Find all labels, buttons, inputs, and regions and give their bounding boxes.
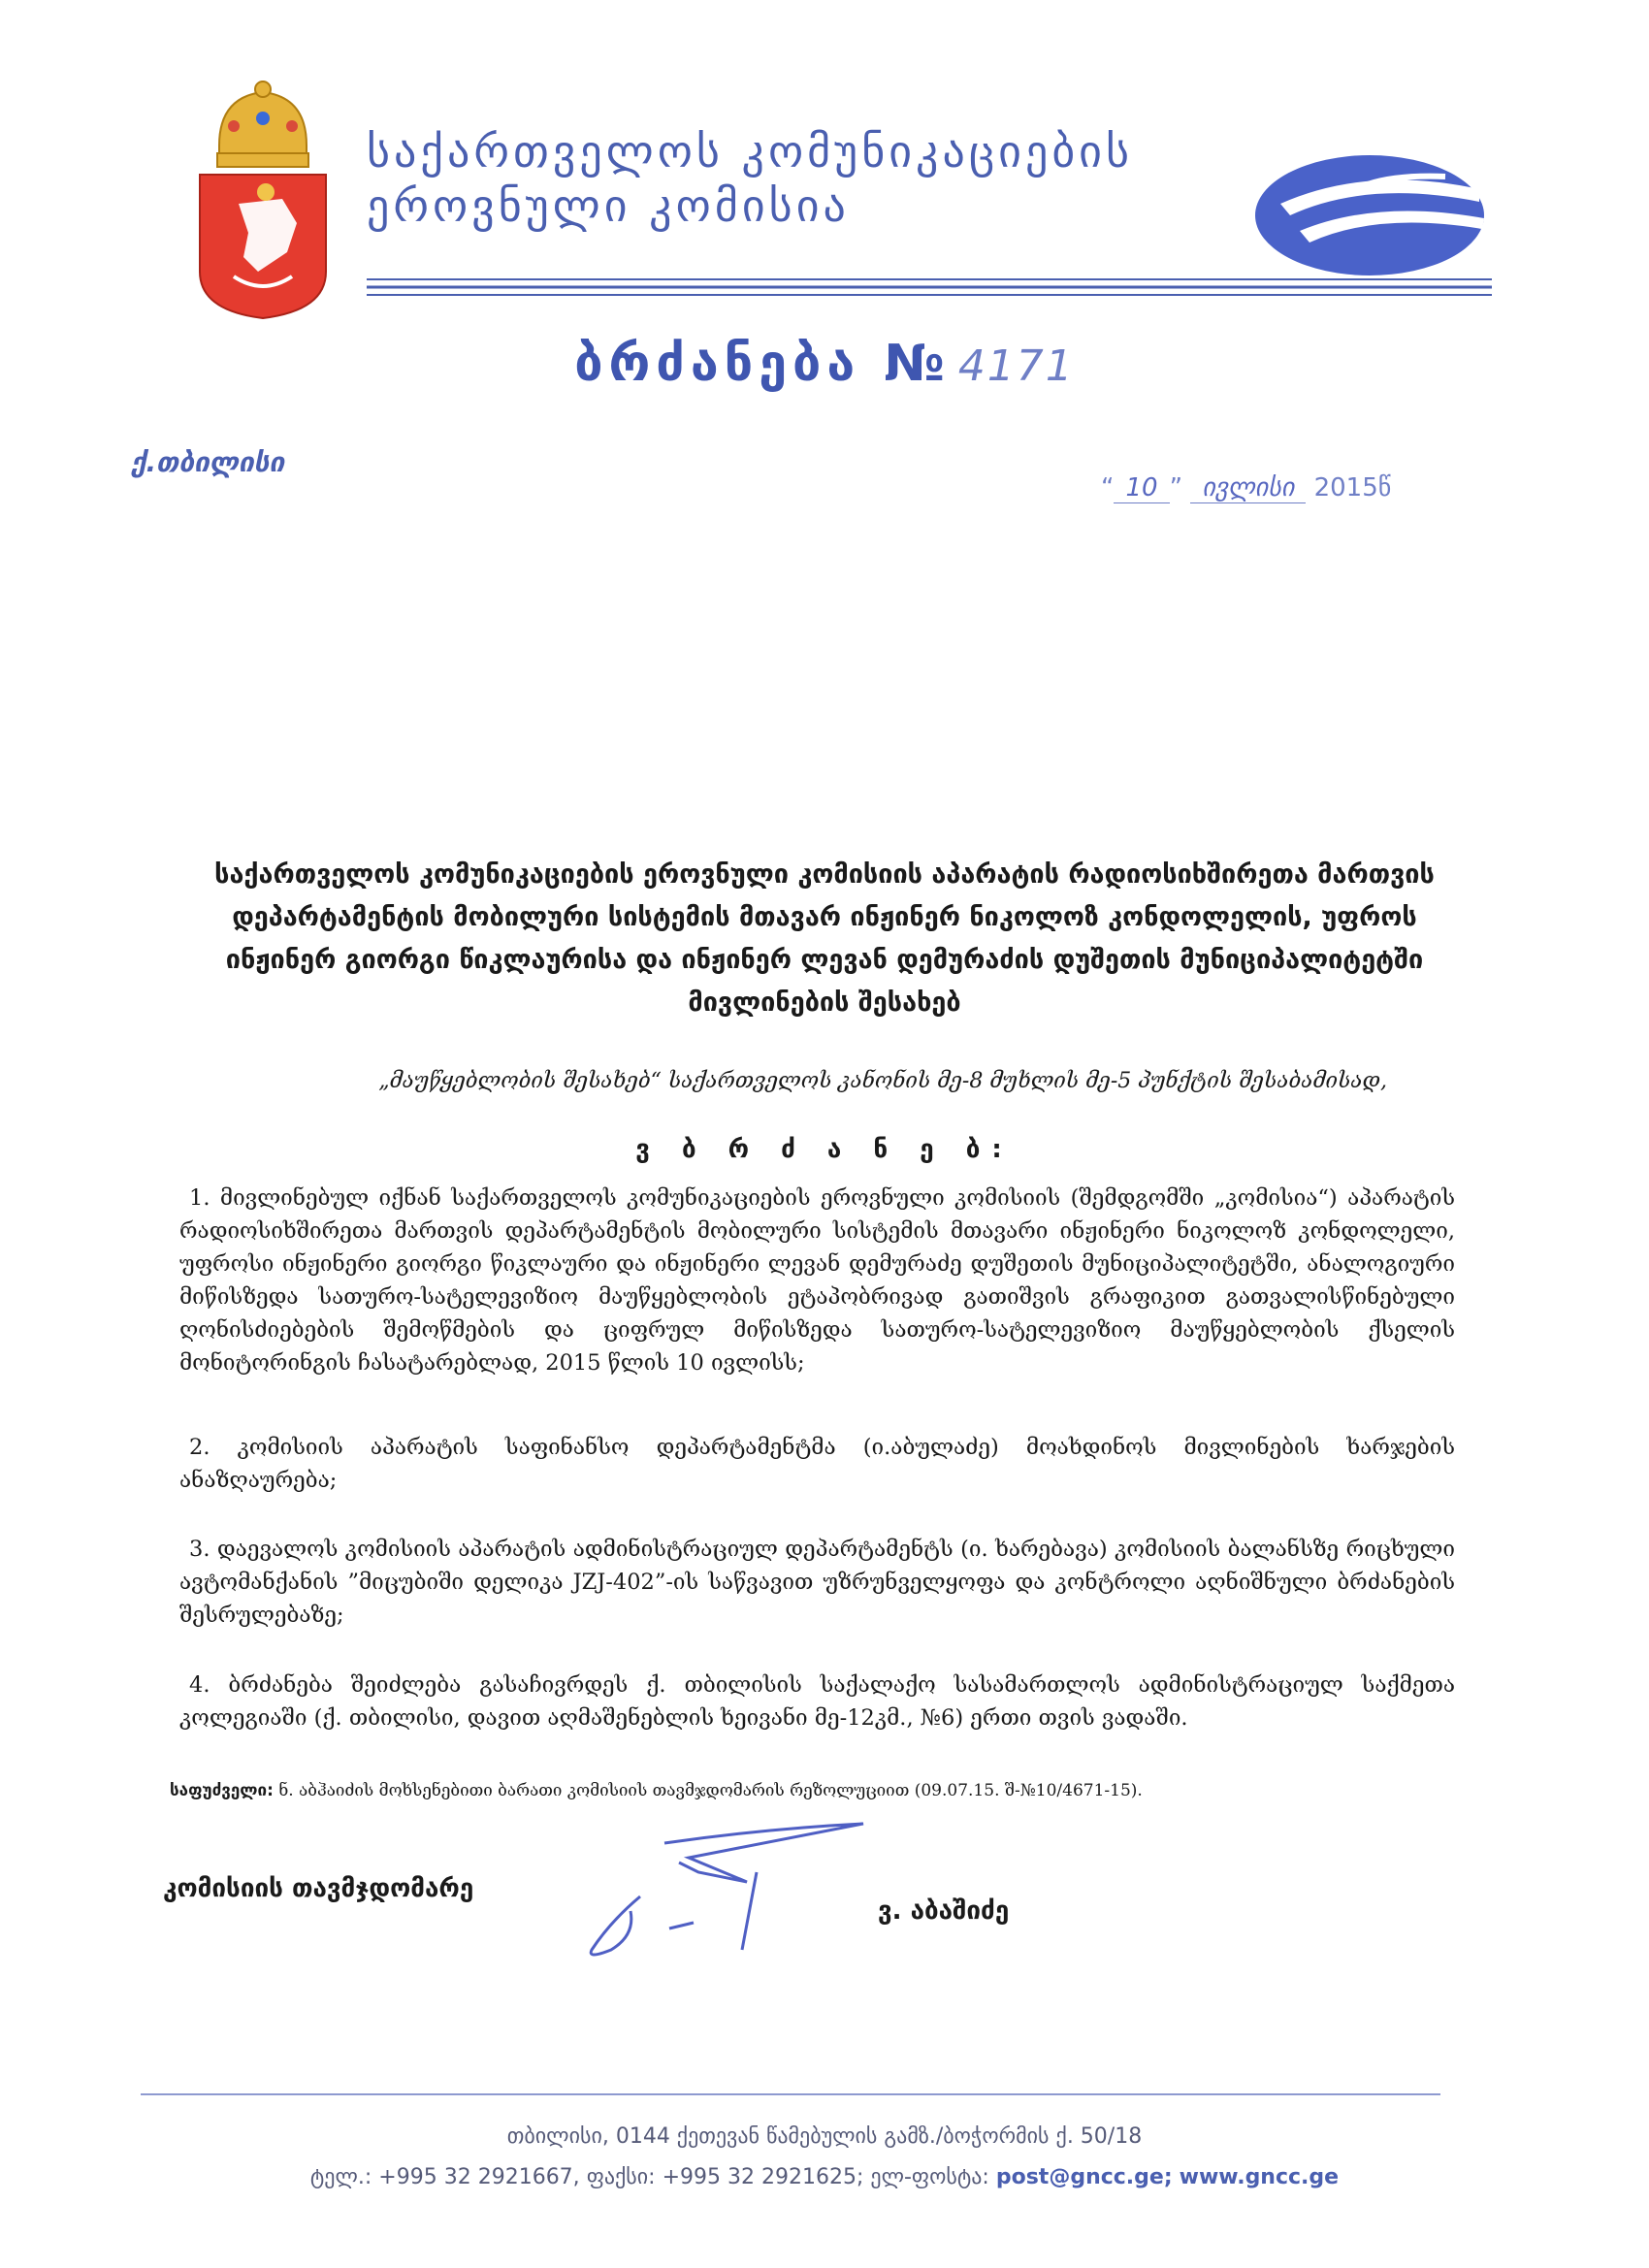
footer-fax: +995 32 2921625; — [662, 2165, 864, 2189]
order-date — [1101, 473, 1391, 503]
signatory-title: კომისიის თავმჯდომარე — [163, 1874, 474, 1903]
date-month: ივლისი — [1190, 473, 1306, 503]
footnote — [170, 1781, 1431, 1800]
date-day: 10 — [1114, 473, 1169, 503]
footnote-text: ნ. აბჰაიძის მოხსენებითი ბარათი კომისიის თავმჯდომარის რეზოლუციით (09.07.15. შ-№10/4671-15). — [278, 1781, 1143, 1800]
footer-phone-label: ტელ.: — [309, 2165, 372, 2189]
georgia-coat-of-arms-icon — [190, 78, 336, 320]
footer-email-link[interactable]: post@gncc.ge; — [995, 2165, 1173, 2189]
organization-name — [367, 124, 1220, 233]
signatory-name: ვ. აბაშიძე — [878, 1896, 1010, 1926]
date-year: 2015 — [1313, 473, 1378, 502]
date-suffix: წ — [1377, 473, 1392, 502]
footer-contacts — [0, 2165, 1649, 2189]
footer-fax-label: ფაქსი: — [586, 2165, 656, 2189]
order-item-2: 2. კომისიის აპარატის საფინანსო დეპარტამენტმა (ი.აბულაძე) მოახდინოს მივლინების ხარჯების ანაზღაურება; — [179, 1435, 1455, 1493]
order-item-4: 4. ბრძანება შეიძლება გასაჩივრდეს ქ. თბილისის საქალაქო სასამართლოს ადმინისტრაციულ საქმეთა კოლეგიაში (ქ. თბილისი, დავით აღმაშენებლის ხეივანი მე-12კმ., №6) ერთი თვის ვადაში. — [179, 1672, 1455, 1731]
footer-email-label: ელ-ფოსტა: — [870, 2165, 989, 2189]
header-divider — [367, 276, 1492, 298]
handwritten-signature — [572, 1804, 931, 1969]
footer-website-link[interactable]: www.gncc.ge — [1179, 2165, 1340, 2189]
footer-address: თბილისი, 0144 ქეთევან წამებულის გამზ./ბოჭორმის ქ. 50/18 — [506, 2124, 1143, 2149]
city-name: ქ.თბილისი — [131, 446, 285, 478]
footer-phone: +995 32 2921667, — [378, 2165, 580, 2189]
footnote-label: საფუძველი: — [170, 1781, 274, 1800]
organization-name-line1: საქართველოს კომუნიკაციების — [367, 125, 1133, 178]
orders-heading: ვ ბ რ ძ ა ნ ე ბ: — [635, 1135, 1014, 1164]
date-open-quote: “ — [1101, 473, 1115, 502]
organization-name-line2: ეროვნული კომისია — [367, 179, 850, 232]
footer-divider — [141, 2093, 1440, 2095]
order-item-3: 3. დაევალოს კომისიის აპარატის ადმინისტრაციულ დეპარტამენტს (ი. ხარებავა) კომისიის ბალანსზე რიცხული ავტომანქანის ”მიცუბიში დელიკა JZJ-402”-ის საწვავით უზრუნველყოფა და კონტროლი აღნიშნული ბრძანების შესრულებაზე; — [179, 1537, 1455, 1628]
legal-basis: „მაუწყებლობის შესახებ“ საქართველოს კანონის მე-8 მუხლის მე-5 პუნქტის შესაბამისად, — [378, 1069, 1387, 1093]
order-number: 4171 — [957, 341, 1075, 391]
order-item-1: 1. მივლინებულ იქნან საქართველოს კომუნიკაციების ეროვნული კომისიის (შემდგომში „კომისია“) აპარატის რადიოსიხშირეთა მართვის დეპარტამენტის მობილური სისტემის მთავარი ინჟინერი ნიკოლოზ კონდოლელი, უფროსი ინჟინერი გიორგი წიკლაური და ინჟინერი ლევან დემურაძე დუშეთის მუნიციპალიტეტში, ანალოგიური მიწისზედა სათურო-სატელევიზიო მაუწყებლობის ეტაპობრივად გათიშვის გრაფიკით გათვალისწინებული ღონისძიებების შემოწმების და ციფრულ მიწისზედა სათურო-სატელევიზიო მაუწყებლობის ქსელის მონიტორინგის ჩასატარებლად, 2015 წლის 10 ივლისს; — [179, 1185, 1455, 1376]
order-subject: საქართველოს კომუნიკაციების ეროვნული კომისიის აპარატის რადიოსიხშირეთა მართვის დეპარტამენტის მობილური სისტემის მთავარ ინჟინერ ნიკოლოზ კონდოლელის, უფროს ინჟინერ გიორგი წიკლაურისა და ინჟინერ ლევან დემურაძის დუშეთის მუნიციპალიტეტში მივლინების შესახებ — [214, 859, 1435, 1018]
order-title — [0, 335, 1649, 393]
date-close-quote: ” — [1169, 473, 1183, 502]
order-title-text: ბრძანება № — [574, 335, 951, 393]
gncc-wave-logo-icon — [1251, 146, 1489, 281]
